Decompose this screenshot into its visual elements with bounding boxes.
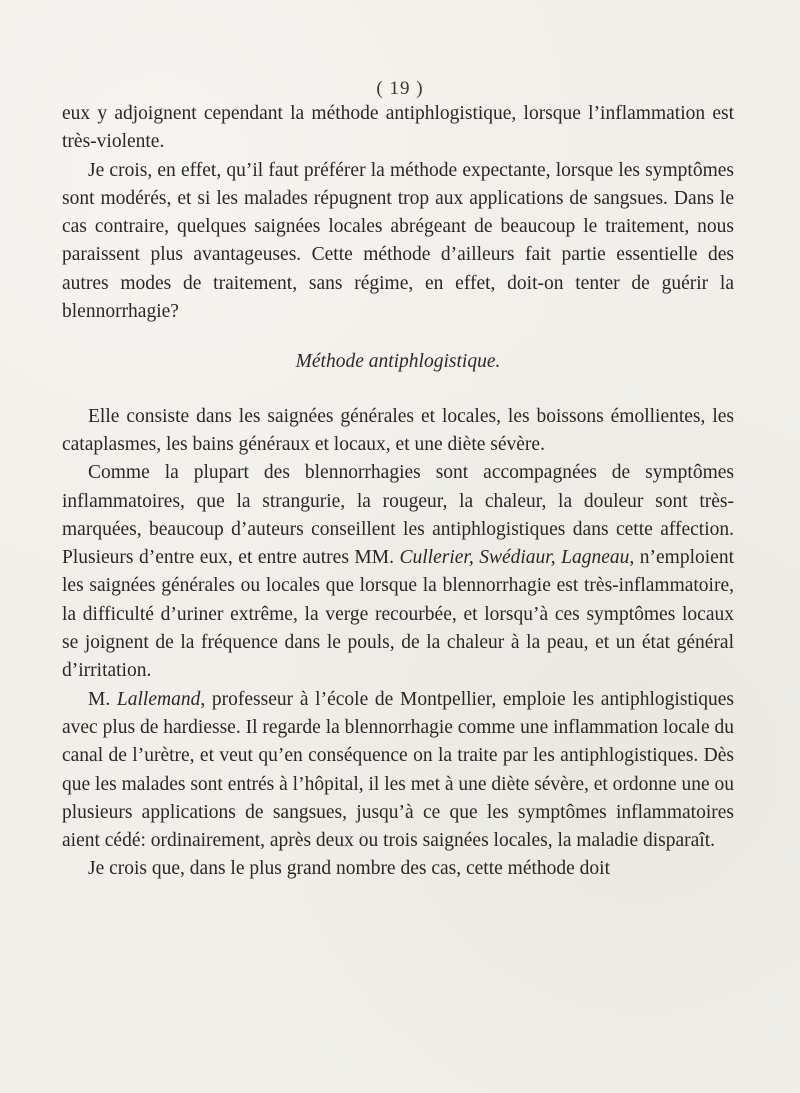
paragraph-symptoms xyxy=(62,459,734,685)
paragraph-lallemand xyxy=(62,686,734,856)
paragraph-conclusion-start: Je crois que, dans le plus grand nombre des cas, cette méthode doit xyxy=(88,858,611,880)
paragraph-lallemand-text-1: M. xyxy=(88,688,117,710)
author-names: Cullerier, Swédiaur, Lagneau xyxy=(399,547,630,569)
paragraph-lallemand-text-2: , professeur à l’école de Montpellier, emploie les antiphlogistiques avec plus de hardiesse. Il regarde la blennorrhagie comme une inflammation locale du canal de l’urètre, et veut qu’en conséquence on la traite par les antiphlogistiques. Dès que les malades sont entrés à l’hôpital, il les met à une diète sévère, et ordonne une ou plusieurs applications de sangsues, jusqu’à ce que les symptômes inflammatoires aient cédé: ordinairement, après deux ou trois saignées locales, la maladie disparaît. xyxy=(62,688,735,852)
paragraph-symptoms-text-2: , n’emploient les saignées générales ou locales que lorsque la blennorrhagie est très-inflammatoire, la difficulté d’uriner extrême, la verge recourbée, et lorsqu’à ces symptômes locaux se joignent de la fréquence dans le pouls, de la chaleur à la peau, et un état général d’irritation. xyxy=(62,547,734,682)
page-number: ( 19 ) xyxy=(376,78,424,99)
author-lallemand: Lallemand xyxy=(116,688,201,710)
paragraph-expectant-method: Je crois, en effet, qu’il faut préférer la méthode expectante, lorsque les symptômes sont modérés, et si les malades répugnent trop aux applications de sangsues. Dans le cas contraire, quelques saignées locales abrégeant de beaucoup le traitement, nous paraissent plus avantageuses. Cette méthode d’ailleurs fait partie essentielle des autres modes de traitement, sans régime, en effet, doit-on tenter de guérir la blennorrhagie? xyxy=(62,159,734,323)
paragraph-continuation: eux y adjoignent cependant la méthode antiphlogistique, lorsque l’inflammation est très-violente. xyxy=(62,103,734,153)
paragraph-symptoms-text-1: Comme la plupart des blennorrhagies sont accompagnées de symptômes inflammatoires, que la strangurie, la rougeur, la chaleur, la douleur sont très-marquées, beaucoup d’auteurs conseillent les antiphlogistiques dans cette affection. Plusieurs d’entre eux, et entre autres MM. xyxy=(62,462,734,569)
paragraph-definition: Elle consiste dans les saignées générales et locales, les boissons émollientes, les cataplasmes, les bains généraux et locaux, et une diète sévère. xyxy=(62,405,734,455)
page-text xyxy=(62,100,734,884)
section-heading: Méthode antiphlogistique. xyxy=(295,351,501,373)
